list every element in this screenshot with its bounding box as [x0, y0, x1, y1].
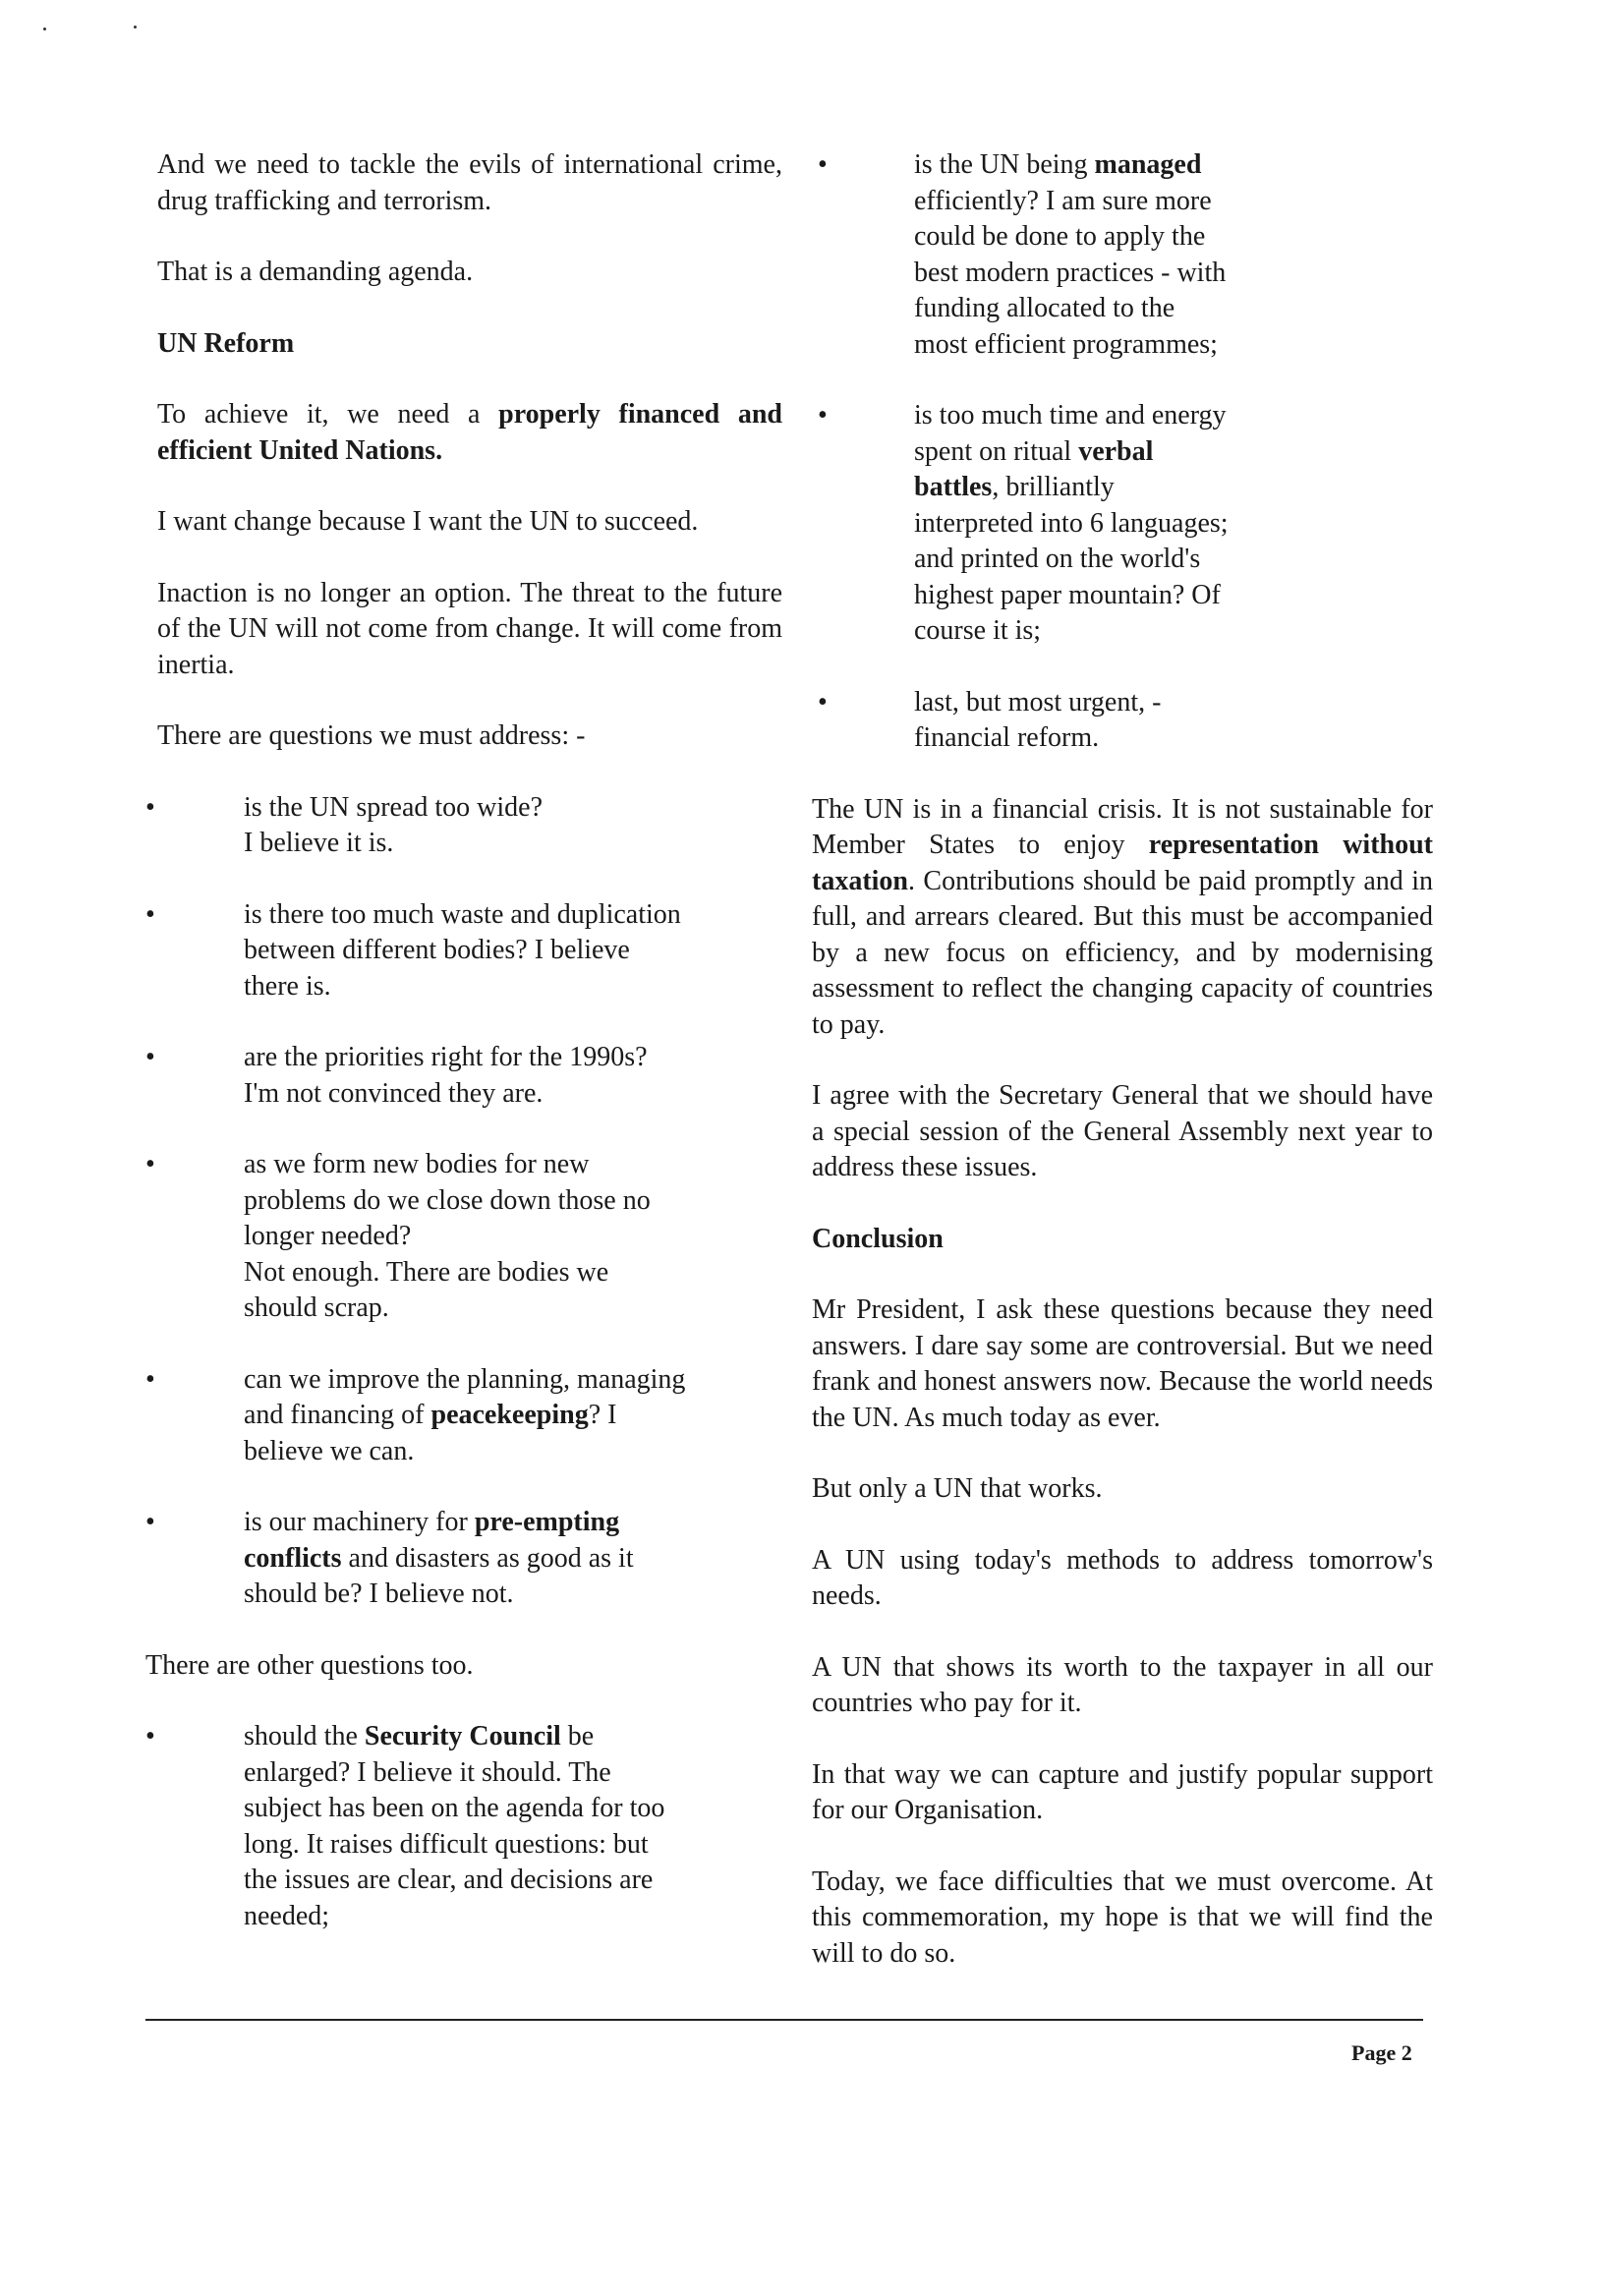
bullet-icon: • — [145, 1721, 155, 1751]
page-number: Page 2 — [1351, 2040, 1412, 2065]
paragraph: A UN that shows its worth to the taxpayer in all our countries who pay for it. — [812, 1651, 1433, 1718]
section-heading: UN Reform — [157, 327, 295, 359]
list-item: • is our machinery for pre-empting conflicts and disasters as good as it should be? I believe not. — [145, 1507, 634, 1609]
right-column — [812, 147, 1433, 2007]
paragraph: There are other questions too. — [145, 1649, 474, 1681]
bullet-icon: • — [145, 1149, 155, 1179]
paragraph: Inaction is no longer an option. The threat to the future of the UN will not come from change. It will come from inertia. — [157, 577, 782, 680]
paragraph: In that way we can capture and justify popular support for our Organisation. — [812, 1758, 1433, 1825]
paragraph: That is a demanding agenda. — [157, 257, 474, 287]
paragraph: The UN is in a financial crisis. It is not sustainable for Member States to enjoy representation without taxation. Contributions should be paid promptly and in full, and arrears cleared. But this must be accompanied by a new focus on efficiency, and by modernising assessment to reflect the changing capacity of countries to pay. — [812, 793, 1433, 1040]
list-item: • as we form new bodies for new problems do we close down those no longer needed? Not enough. There are bodies we should scrap. — [145, 1149, 651, 1323]
question-list — [812, 147, 1433, 757]
footer-rule — [145, 2019, 1423, 2021]
scan-speck — [134, 26, 137, 29]
list-item: • is there too much waste and duplication between different bodies? I believe there is. — [145, 898, 681, 1002]
list-item: • is too much time and energy spent on ritual verbal battles, brilliantly interpreted into 6 languages; and printed on the world's highest paper mountain? Of course it is; — [818, 400, 1229, 646]
paragraph: Mr President, I ask these questions because they need answers. I dare say some are controversial. But we need frank and honest answers now. Because the world needs the UN. As much today as ever. — [812, 1294, 1433, 1433]
list-item: • can we improve the planning, managing and financing of peacekeeping? I believe we can. — [145, 1363, 686, 1466]
list-item: • is the UN spread too wide? I believe it is. — [145, 791, 544, 858]
paragraph: To achieve it, we need a properly financed and efficient United Nations. — [157, 399, 782, 466]
paragraph: There are questions we must address: - — [157, 720, 586, 751]
bullet-icon: • — [145, 791, 155, 823]
list-item: • should the Security Council be enlarged? I believe it should. The subject has been on the agenda for too long. It raises difficult questions: but the issues are clear, and decisions are needed; — [145, 1721, 665, 1931]
paragraph: Today, we face difficulties that we must overcome. At this commemoration, my hope is that we will find the will to do so. — [812, 1866, 1433, 1969]
bullet-icon: • — [818, 400, 828, 430]
question-list — [145, 790, 782, 1613]
scan-speck — [43, 28, 46, 30]
paragraph: And we need to tackle the evils of international crime, drug trafficking and terrorism. — [157, 149, 782, 216]
paragraph: I agree with the Secretary General that we should have a special session of the General Assembly next year to address these issues. — [812, 1080, 1433, 1182]
bullet-icon: • — [818, 149, 828, 180]
bullet-icon: • — [145, 1363, 155, 1395]
list-item: • is the UN being managed efficiently? I am sure more could be done to apply the best modern practices - with funding allocated to the most efficient programmes; — [818, 149, 1227, 360]
left-column — [145, 147, 782, 1970]
bullet-icon: • — [818, 686, 828, 718]
paragraph: I want change because I want the UN to succeed. — [157, 506, 699, 537]
bullet-icon: • — [145, 1507, 155, 1537]
question-list — [145, 1719, 782, 1934]
section-heading: Conclusion — [812, 1223, 944, 1254]
paragraph: A UN using today's methods to address tomorrow's needs. — [812, 1544, 1433, 1611]
list-item: • are the priorities right for the 1990s? I'm not convinced they are. — [145, 1042, 648, 1109]
bullet-icon: • — [145, 1042, 155, 1072]
paragraph: But only a UN that works. — [812, 1473, 1103, 1504]
list-item: • last, but most urgent, - financial reform. — [818, 686, 1162, 753]
bullet-icon: • — [145, 898, 155, 930]
